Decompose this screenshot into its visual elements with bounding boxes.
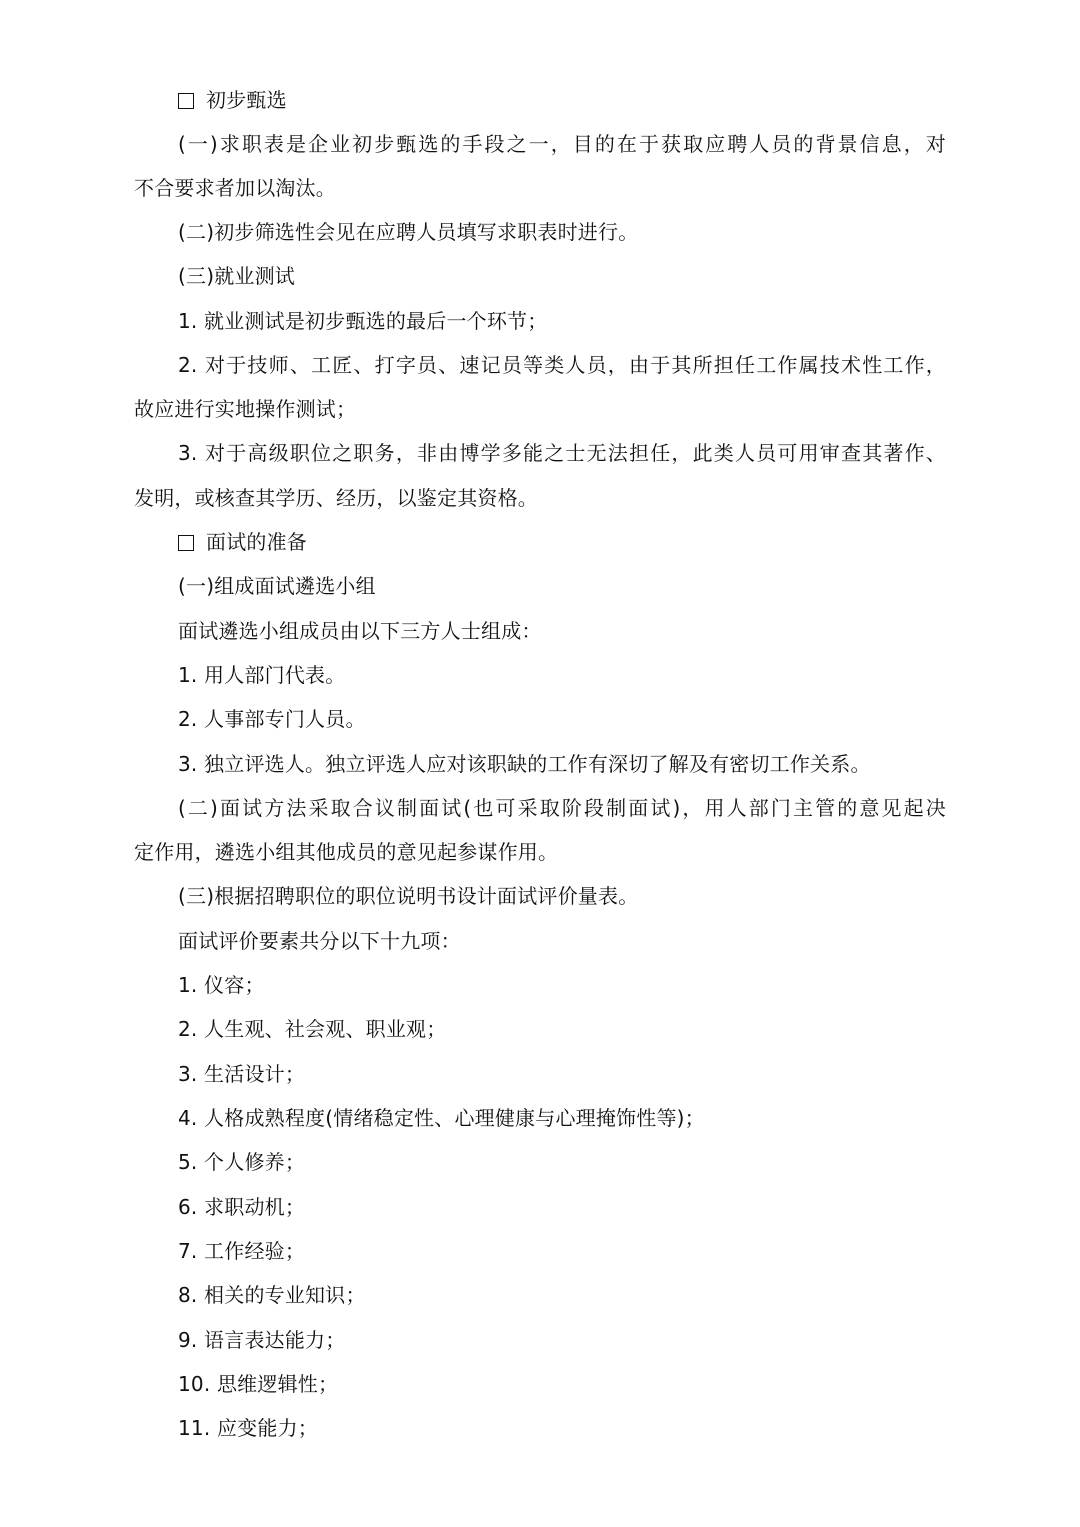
list-item: 8. 相关的专业知识； — [178, 1283, 366, 1307]
section-heading — [178, 85, 998, 115]
section-heading-text: 面试的准备 — [206, 530, 307, 554]
list-item: 2. 对于技师、工匠、打字员、速记员等类人员，由于其所担任工作属技术性工作， — [178, 353, 946, 377]
paragraph-line: 发明，或核查其学历、经历，以鉴定其资格。 — [134, 486, 538, 510]
list-item: 1. 用人部门代表。 — [178, 663, 346, 687]
list-item: 2. 人生观、社会观、职业观； — [178, 1017, 447, 1041]
paragraph-line: 面试评价要素共分以下十九项： — [178, 929, 461, 953]
paragraph-line: (三)就业测试 — [178, 264, 296, 288]
list-item: 5. 个人修养； — [178, 1150, 306, 1174]
section-heading-text: 初步甄选 — [206, 88, 287, 112]
paragraph-line: 定作用，遴选小组其他成员的意见起参谋作用。 — [134, 840, 559, 864]
list-item: 2. 人事部专门人员。 — [178, 707, 366, 731]
paragraph-line: (二)初步筛选性会见在应聘人员填写求职表时进行。 — [178, 220, 639, 244]
paragraph-line: (一)求职表是企业初步甄选的手段之一，目的在于获取应聘人员的背景信息，对 — [178, 132, 946, 156]
list-item: 6. 求职动机； — [178, 1195, 306, 1219]
paragraph-line: (三)根据招聘职位的职位说明书设计面试评价量表。 — [178, 884, 639, 908]
list-item: 7. 工作经验； — [178, 1239, 306, 1263]
section-heading — [178, 527, 998, 557]
paragraph-line: 面试遴选小组成员由以下三方人士组成： — [178, 619, 542, 643]
list-item: 11. 应变能力； — [178, 1416, 318, 1440]
checkbox-square-icon — [178, 93, 194, 109]
paragraph-line: 不合要求者加以淘汰。 — [134, 176, 336, 200]
list-item: 4. 人格成熟程度(情绪稳定性、心理健康与心理掩饰性等)； — [178, 1106, 705, 1130]
paragraph-line: 故应进行实地操作测试； — [134, 397, 357, 421]
checkbox-square-icon — [178, 535, 194, 551]
list-item: 1. 仪容； — [178, 973, 265, 997]
list-item: 3. 生活设计； — [178, 1062, 306, 1086]
list-item: 3. 独立评选人。独立评选人应对该职缺的工作有深切了解及有密切工作关系。 — [178, 752, 871, 776]
paragraph-line: (二)面试方法采取合议制面试(也可采取阶段制面试)，用人部门主管的意见起决 — [178, 796, 946, 820]
list-item: 3. 对于高级职位之职务，非由博学多能之士无法担任，此类人员可用审查其著作、 — [178, 441, 946, 465]
list-item: 9. 语言表达能力； — [178, 1328, 346, 1352]
list-item: 10. 思维逻辑性； — [178, 1372, 339, 1396]
list-item: 1. 就业测试是初步甄选的最后一个环节； — [178, 309, 548, 333]
paragraph-line: (一)组成面试遴选小组 — [178, 574, 376, 598]
